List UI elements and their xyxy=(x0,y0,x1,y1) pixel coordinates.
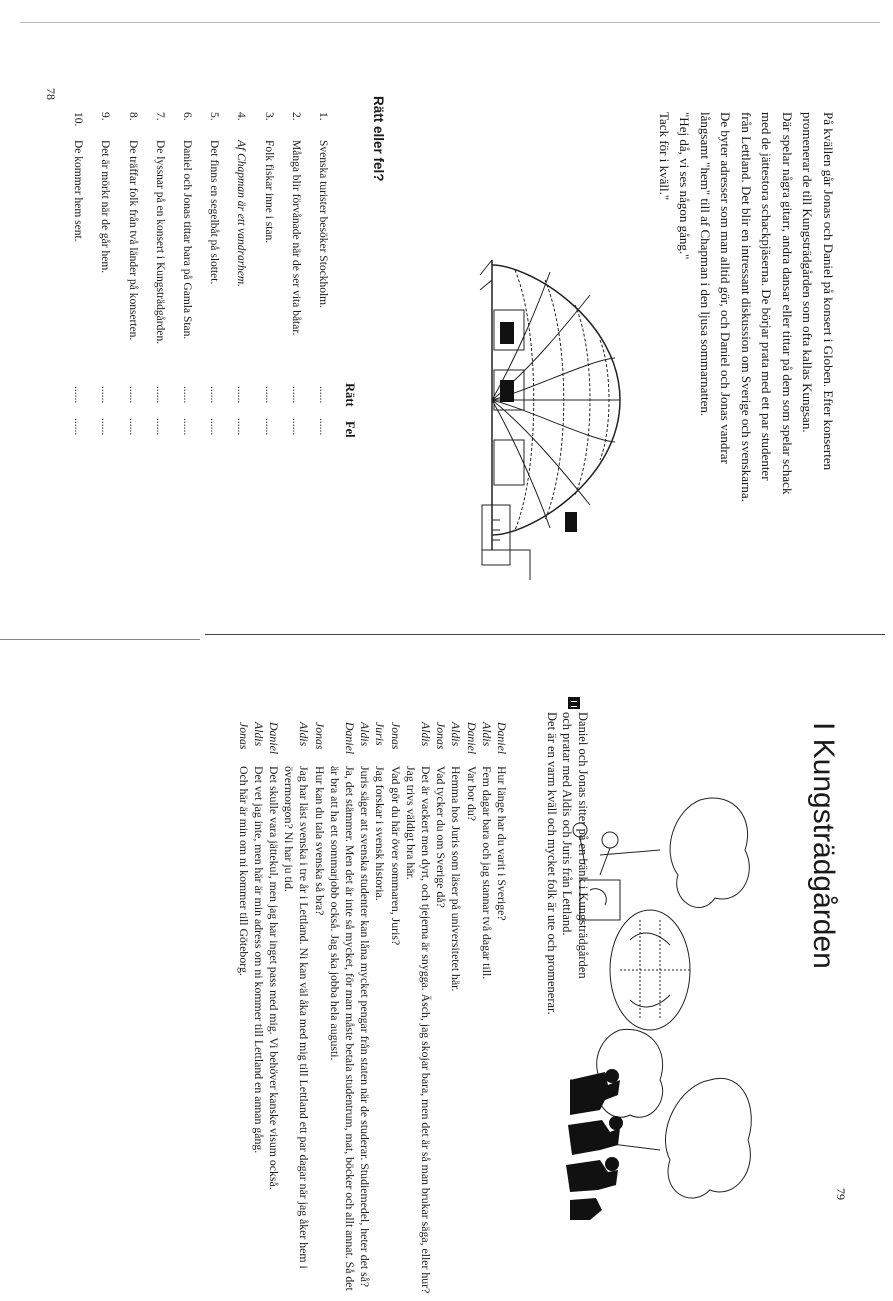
quiz-item: 1. Svenska turister besöker Stockholm. xyxy=(317,112,329,309)
dialogue-line: Daniel Hur länge har du varit i Sverige? xyxy=(495,722,509,921)
paragraph-line: Där spelar några gitarr, andra dansar eller tittar på dem som spelar schack xyxy=(780,112,795,495)
chapter-title: I Kungsträdgården xyxy=(807,722,840,969)
dialogue-line: Aldis Juris säger att svenska studenter kan låna mycket pengar från staten när de studerar. Studiemedel, heter det så? xyxy=(358,722,373,1288)
answer-blank-right[interactable]: ...... xyxy=(262,386,275,404)
page-divider xyxy=(0,639,200,640)
audio-track-icon xyxy=(568,697,580,709)
quiz-item: 7. De lyssnar på en konsert i Kungsträdgården. xyxy=(153,112,166,345)
quiz-item: 2. Många blir förvånade när de ser vita båtar. xyxy=(289,112,302,336)
dialogue-line: Daniel Det skulle vara jättekul, men jag har inget pass med mig. Vi behöver kanske visum också. xyxy=(266,722,281,1190)
answer-blanks-wrong xyxy=(59,418,331,435)
answer-blank-right[interactable]: ...... xyxy=(153,386,166,404)
quiz-item: 6. Daniel och Jonas tittar bara på Gamla Stan. xyxy=(181,112,194,340)
scan-edge-line xyxy=(20,22,880,23)
quiz-item: 10. De kommer hem sent. xyxy=(72,112,85,242)
page-number: 79 xyxy=(834,1188,848,1200)
paragraph-line: Tack för i kväll." xyxy=(657,112,672,201)
answer-blank-right[interactable]: ...... xyxy=(72,386,85,404)
answer-blank-right[interactable]: ...... xyxy=(208,386,221,404)
quiz-item: 4. Af Chapman är ett vandrarhem. xyxy=(235,112,248,288)
paragraph-line: På kvällen går Jonas och Daniel på konsert i Globen. Efter konserten xyxy=(821,112,836,471)
globen-arena-illustration xyxy=(470,250,630,580)
intro-line: Det är en varm kväll och mycket folk är ute och promenerar. xyxy=(545,712,559,1015)
kungstradgarden-park-illustration xyxy=(560,780,760,1250)
answer-blank-wrong[interactable]: ...... xyxy=(262,418,275,436)
dialogue-line: Aldis Jag har läst svenska i tre år i Lettland. Ni kan väl åka med mig till Lettland ett par dagar när jag åker hem i övermorgon? Ni har ju tid. xyxy=(282,722,312,1269)
quiz-item: 8. De träffar folk från två länder på konserten. xyxy=(126,112,139,341)
answer-blank-wrong[interactable]: ...... xyxy=(126,418,139,436)
paragraph-line: från Lettland. Det blir en intressant diskussion om Sverige och svenskarna. xyxy=(739,112,754,502)
answer-blank-wrong[interactable]: ...... xyxy=(99,418,112,436)
answer-blanks-right xyxy=(59,386,331,403)
quiz-title: Rätt eller fel? xyxy=(371,96,386,182)
dialogue-line: Jonas Vad gör du här över sommaren, Juris? xyxy=(388,722,403,946)
dialogue-line: Aldis Det vet jag inte, men här är min adress om ni kommer till Lettland en annan gång. xyxy=(251,722,266,1154)
paragraph-line: De byter adresser som man alltid gör, och Daniel och Jonas vandrar xyxy=(718,112,734,464)
dialogue-line: Juris Jag forskar i svensk historia. xyxy=(373,722,388,901)
paragraph-line: promenerar de till Kungsträdgården som ofta kallas Kungsan. xyxy=(800,112,816,433)
dialogue-line: Jonas Och här är min om ni kommer till Göteborg. xyxy=(236,722,251,976)
quiz-col-wrong: Fel xyxy=(343,421,357,438)
dialogue xyxy=(235,722,509,1301)
quiz-list xyxy=(59,112,331,430)
answer-blank-wrong[interactable]: ...... xyxy=(153,418,166,436)
quiz-item: 9. Det är mörkt när de går hem. xyxy=(99,112,112,274)
dialogue-line: Jonas Vad tycker du om Sverige då? xyxy=(434,722,449,908)
answer-blank-right[interactable]: ...... xyxy=(181,386,194,404)
intro-line: Daniel och Jonas sitter på en bänk i Kungsträdgården xyxy=(576,712,590,979)
intro-line: och pratar med Aldis och Juris från Lettland. xyxy=(560,712,575,936)
dialogue-line: Jonas Hur kan du tala svenska så bra? xyxy=(312,722,327,916)
answer-blank-wrong[interactable]: ...... xyxy=(72,418,85,436)
dialogue-line: Daniel Ja, det stämmer. Men det är inte så mycket, för man måste betala studentrum, mat, böcker och allt annat. Så det är bra att ha ett sommarjobb också. Jag ska jobba hela augusti. xyxy=(327,722,357,1291)
answer-blank-wrong[interactable]: ...... xyxy=(235,418,248,436)
answer-blank-right[interactable]: ...... xyxy=(126,386,139,404)
dialogue-line: Aldis Fem dagar bara och jag stannar två dagar till. xyxy=(479,722,494,980)
quiz-item: 5. Det finns en segelbåt på slottet. xyxy=(208,112,221,285)
dialogue-line: Aldis Det är vackert men dyrt, och tjejerna är snygga. Äsch, jag skojar bara, men det är så man brukar säga, eller hur? Jag trivs väldigt bra här. xyxy=(403,722,433,1294)
story-paragraph xyxy=(654,112,839,502)
paragraph-line: långsamt "hem" till af Chapman i den ljusa sommarnatten. xyxy=(698,112,713,417)
answer-blank-right[interactable]: ...... xyxy=(99,386,112,404)
paragraph-line: "Hej då, vi ses någon gång." xyxy=(677,112,693,260)
dialogue-line: Daniel Var bor du? xyxy=(464,722,479,822)
page-number: 78 xyxy=(44,88,58,100)
paragraph-line: med de jättestora schackpjäserna. De börjar prata med ett par studenter xyxy=(759,112,775,481)
dialogue-line: Aldis Hemma hos Juris som läser på universitetet här. xyxy=(449,722,464,992)
quiz-item: 3. Folk fiskar inne i stan. xyxy=(262,112,275,244)
page-divider xyxy=(205,634,885,635)
answer-blank-right[interactable]: ...... xyxy=(235,386,248,404)
answer-blank-wrong[interactable]: ...... xyxy=(289,418,302,436)
answer-blank-right[interactable]: ...... xyxy=(317,386,329,404)
answer-blank-wrong[interactable]: ...... xyxy=(208,418,221,436)
answer-blank-right[interactable]: ...... xyxy=(289,386,302,404)
answer-blank-wrong[interactable]: ...... xyxy=(181,418,194,436)
answer-blank-wrong[interactable]: ...... xyxy=(317,418,329,436)
quiz-col-right: Rätt xyxy=(343,383,357,407)
